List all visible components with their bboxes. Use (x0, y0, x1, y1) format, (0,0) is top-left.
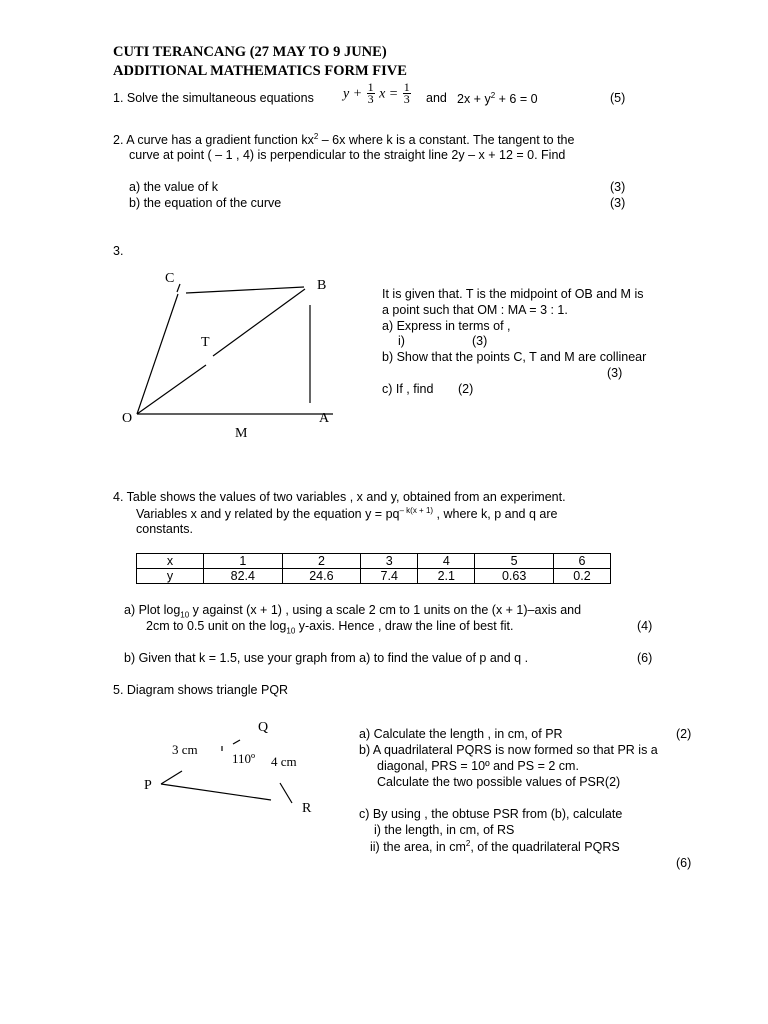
q4-part-a-line1: a) Plot $\log_{10} y$ against (x + 1) , using a scale 2 cm to 1 units on the (x + 1)–axis and (124, 603, 582, 620)
table-cell: 3 (361, 554, 418, 569)
q1-marks: (5) (610, 91, 626, 105)
q3-part-c: c) If , find (382, 382, 434, 396)
q3-line-OB-upper (213, 289, 305, 356)
q1-and: and (426, 91, 447, 105)
table-cell: 4 (418, 554, 475, 569)
q5-label-4cm: 4 cm (271, 754, 297, 769)
q3-line-OB-lower (137, 365, 206, 414)
table-cell: 82.4 (204, 569, 283, 584)
table-cell: 7.4 (361, 569, 418, 584)
table-cell: 5 (475, 554, 554, 569)
q1-eq-frac: $\frac{1}{3}$ (367, 80, 374, 106)
q3-label-C: C (165, 271, 175, 286)
q4-line2: Variables x and y related by the equation $y = pq^{- k(x + 1)}$ , where k, p and q are (136, 506, 558, 522)
q1-eq-rhs-frac: $\frac{1}{3}$ (403, 80, 410, 106)
q2-part-a-marks: (3) (610, 180, 626, 194)
q5-part-b-line3: Calculate the two possible values of PSR(2) (377, 775, 621, 789)
header-title-line1: CUTI TERANCANG (27 MAY TO 9 JUNE) (113, 44, 387, 60)
q5-label-P: P (144, 778, 152, 793)
table-cell: 0.2 (553, 569, 610, 584)
q3-part-b: b) Show that the points C, T and M are collinear (382, 350, 647, 364)
q4-data-table (136, 553, 611, 584)
q3-line-CB (186, 287, 304, 293)
q5-line-PR (161, 784, 271, 800)
q4-part-a-line2: 2cm to 0.5 unit on the $\log_{10}$ y-axis. Hence , draw the line of best fit. (146, 619, 514, 636)
table-cell: 1 (204, 554, 283, 569)
q5-part-b-line2: diagonal, PRS = 10º and PS = 2 cm. (377, 759, 579, 773)
q3-label-M: M (235, 426, 248, 441)
q3-line3: a) Express in terms of , (382, 319, 511, 333)
table-cell-x-label: x (137, 554, 204, 569)
q3-diagram (137, 284, 333, 414)
table-cell-y-label: y (137, 569, 204, 584)
q3-tick-C (177, 284, 180, 292)
q5-part-a-marks: (2) (676, 727, 692, 741)
q3-label-A: A (319, 411, 330, 426)
q1-eq-y: y + (343, 86, 363, 102)
q5-line-PQ (161, 771, 182, 784)
q5-label-3cm: 3 cm (172, 742, 198, 757)
q5-label-110: 110º (232, 751, 256, 766)
table-cell: 24.6 (282, 569, 361, 584)
q4-part-a-marks: (4) (637, 619, 653, 633)
q5-tick-Q (233, 740, 240, 744)
table-row (137, 569, 611, 584)
q5-line-QR (280, 783, 292, 803)
q4-line1: 4. Table shows the values of two variables , x and y, obtained from an experiment. (113, 490, 566, 504)
q5-part-c-i: i) the length, in cm, of RS (374, 823, 515, 837)
q5-label-Q: Q (258, 720, 269, 735)
q4-line3: constants. (136, 522, 193, 536)
q5-part-c-marks: (6) (676, 856, 692, 870)
q3-label-O: O (122, 411, 133, 426)
q1-eq-x: x = (379, 86, 399, 102)
q3-line1: It is given that. T is the midpoint of OB and M is (382, 287, 644, 301)
q1-equation-2: $2x + y^2 + 6 = 0$ (457, 91, 538, 107)
table-cell: 6 (553, 554, 610, 569)
header-title-line2: ADDITIONAL MATHEMATICS FORM FIVE (113, 63, 407, 79)
q3-number: 3. (113, 244, 124, 258)
q2-line1: 2. A curve has a gradient function $kx^2 - 6x$ where k is a constant. The tangent to the (113, 132, 575, 148)
q4-part-b: b) Given that k = 1.5, use your graph from a) to find the value of p and q . (124, 651, 529, 665)
q3-part-b-marks: (3) (607, 366, 623, 380)
q5-label-R: R (302, 801, 312, 816)
q3-line-OC (137, 294, 178, 414)
q3-label-T: T (201, 335, 210, 350)
q3-line2: a point such that OM : MA = 3 : 1. (382, 303, 568, 317)
table-row (137, 554, 611, 569)
table-cell: 2 (282, 554, 361, 569)
q3-label-B: B (317, 278, 327, 293)
q1-text: 1. Solve the simultaneous equations (113, 91, 314, 105)
q5-part-c-ii: ii) the area, in $cm^2$, of the quadrilateral PQRS (370, 839, 620, 855)
q5-part-b-line1: b) A quadrilateral PQRS is now formed so that PR is a (359, 743, 658, 757)
q5-part-c-line1: c) By using , the obtuse PSR from (b), calculate (359, 807, 623, 821)
table-cell: 0.63 (475, 569, 554, 584)
q2-part-b: b) the equation of the curve (129, 196, 282, 210)
q3-part-a-marks: (3) (472, 334, 488, 348)
q3-part-a-i: i) (398, 334, 405, 348)
q2-line2: curve at point ( – 1 , 4) is perpendicular to the straight line 2y – x + 12 = 0. Find (129, 148, 566, 162)
table-cell: 2.1 (418, 569, 475, 584)
q2-part-b-marks: (3) (610, 196, 626, 210)
q4-part-b-marks: (6) (637, 651, 653, 665)
q3-part-c-marks: (2) (458, 382, 474, 396)
q5-part-a: a) Calculate the length , in cm, of PR (359, 727, 563, 741)
q5-title: 5. Diagram shows triangle PQR (113, 683, 289, 697)
q2-part-a: a) the value of k (129, 180, 218, 194)
